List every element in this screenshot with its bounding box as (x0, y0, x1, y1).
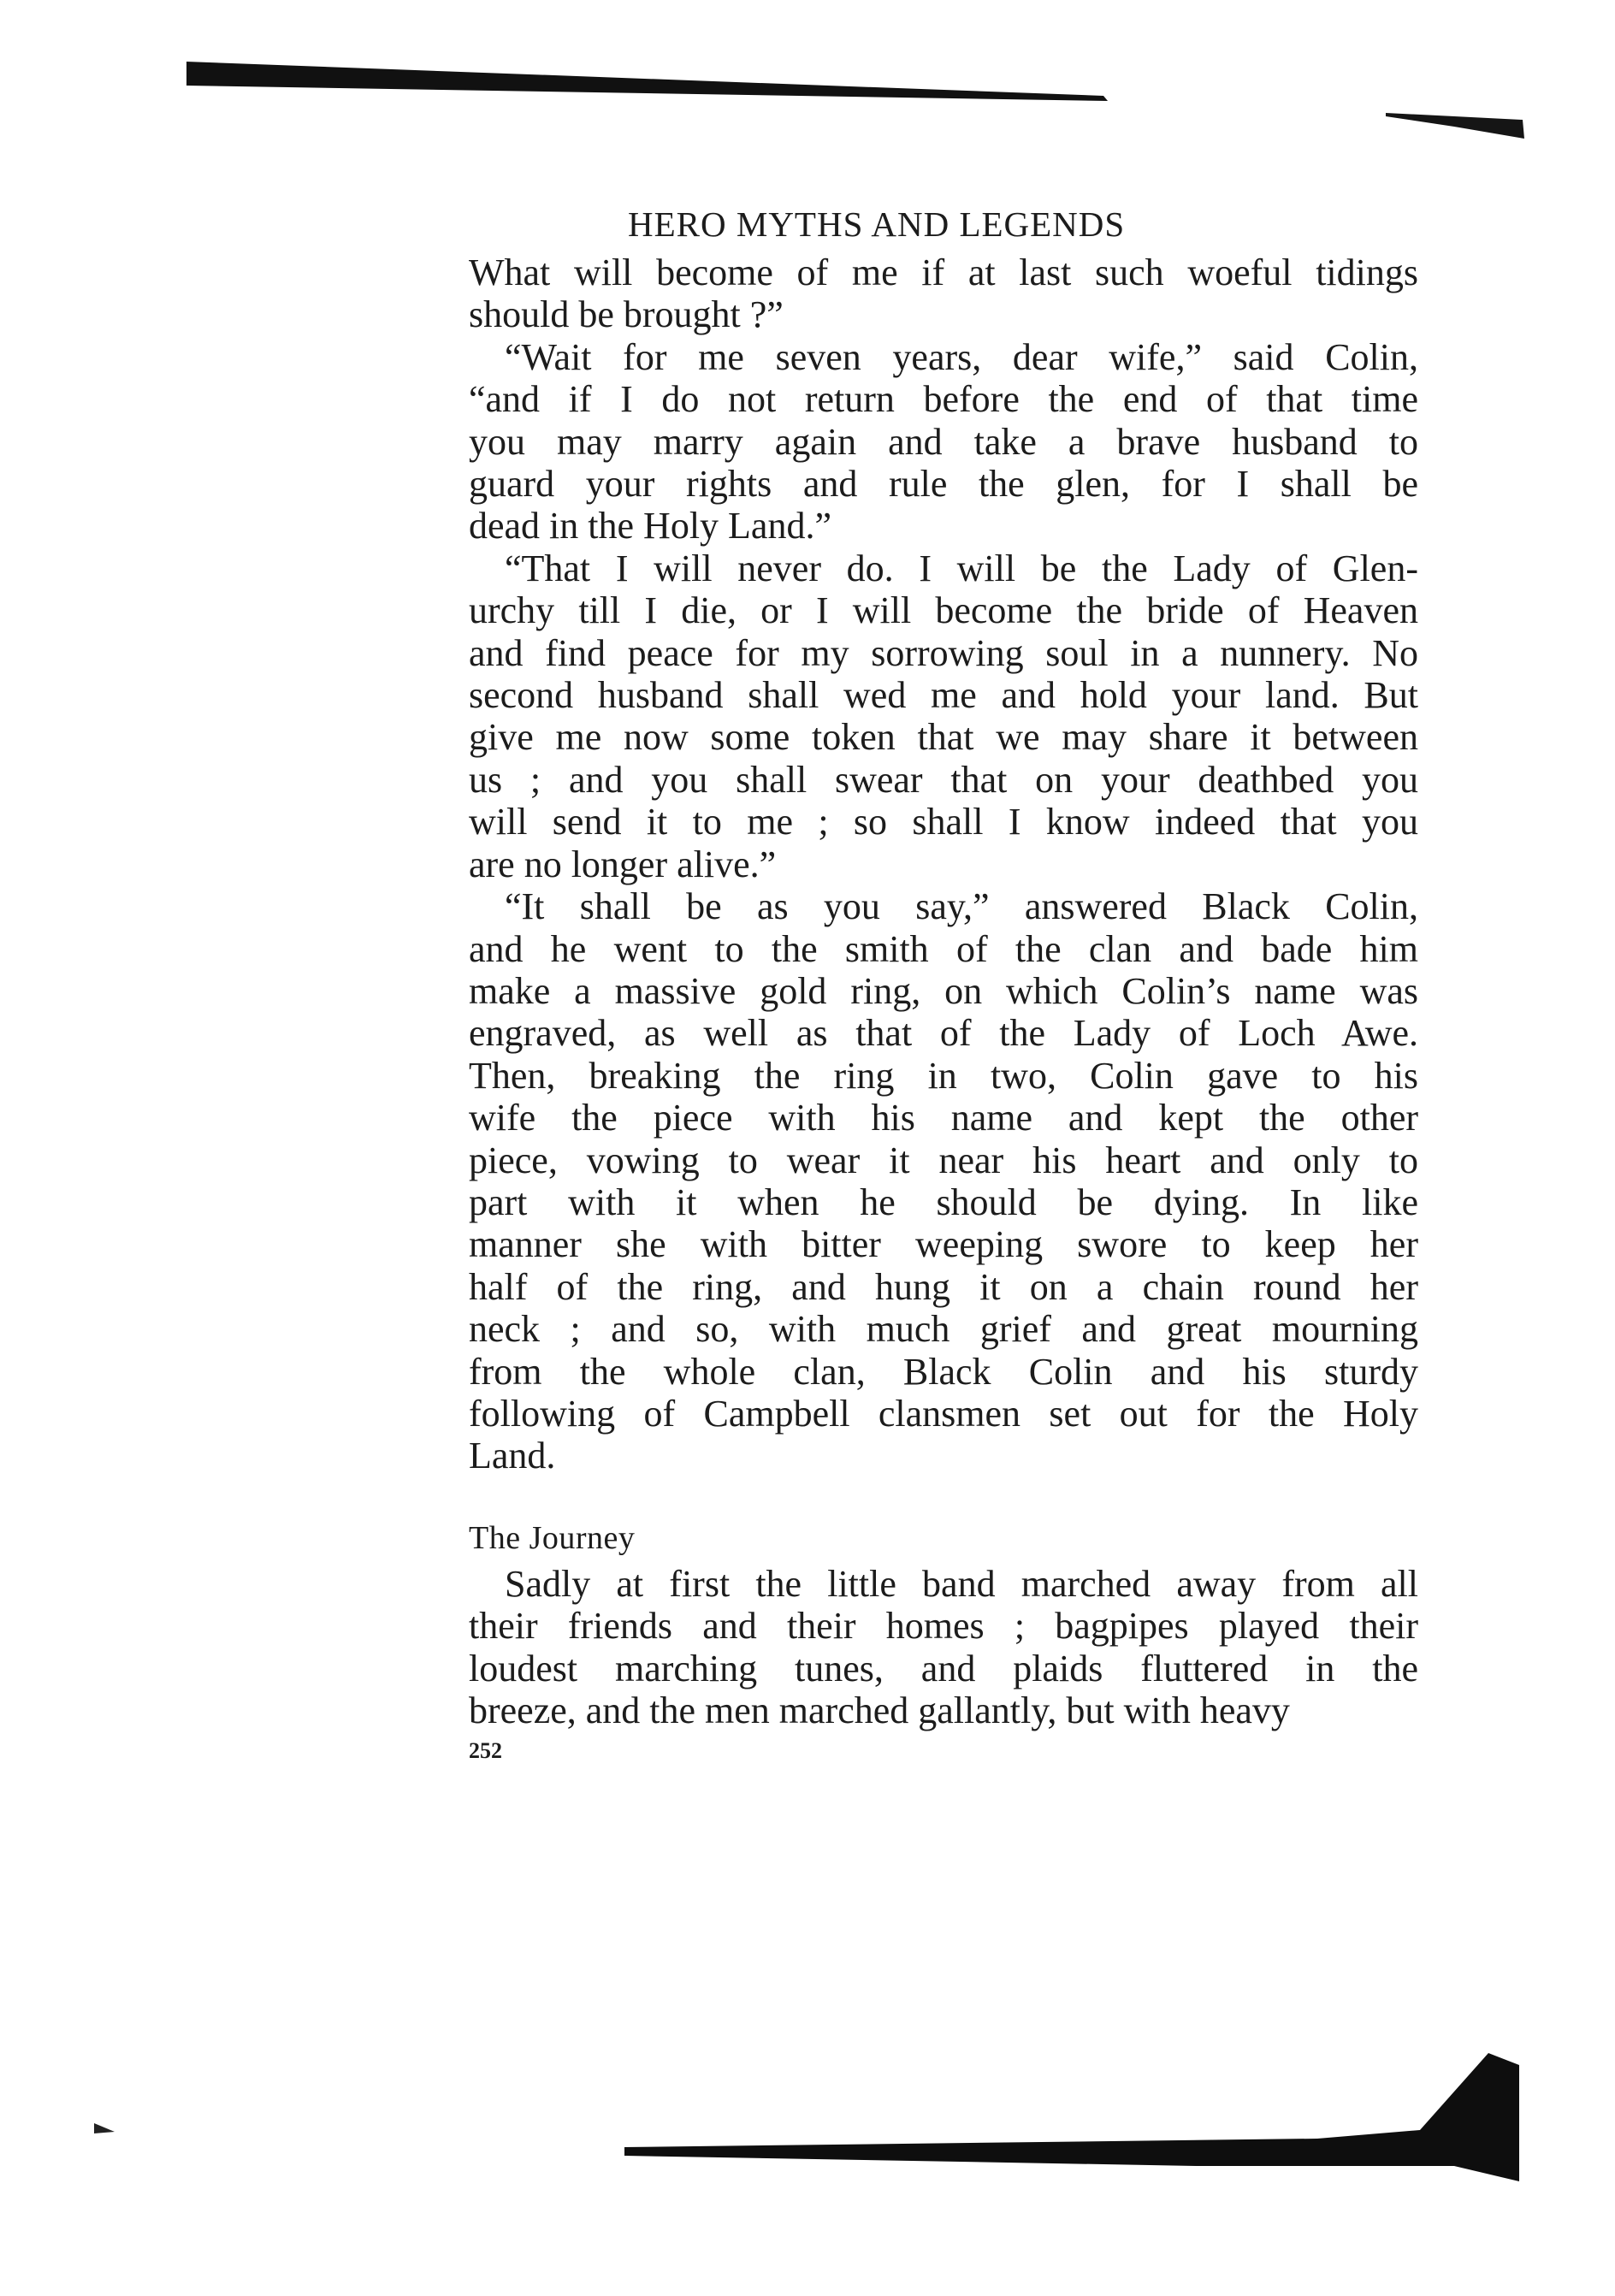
text-line: urchy till I die, or I will become the bride of Heaven (469, 589, 1418, 632)
text-line: and he went to the smith of the clan and bade him (469, 927, 1418, 970)
body-text (469, 251, 1418, 1477)
page-number: 252 (469, 1738, 502, 1764)
text-line: “That I will never do. I will be the Lady of Glen- (505, 547, 1418, 589)
paragraph (469, 885, 1418, 1477)
text-line: and find peace for my sorrowing soul in a nunnery. No (469, 631, 1418, 674)
text-line: dead in the Holy Land.” (469, 505, 831, 547)
scan-left-mark (92, 2120, 118, 2137)
text-line: “and if I do not return before the end of that time (469, 378, 1418, 421)
text-line: neck ; and so, with much grief and great mourning (469, 1308, 1418, 1351)
running-head: HERO MYTHS AND LEGENDS (628, 204, 1126, 244)
paragraph (469, 1563, 1418, 1732)
text-line: will send it to me ; so shall I know indeed that you (469, 801, 1418, 843)
text-line: their friends and their homes ; bagpipes played their (469, 1605, 1418, 1648)
text-line: Then, breaking the ring in two, Colin gave to his (469, 1054, 1418, 1097)
text-line: guard your rights and rule the glen, for I shall be (469, 463, 1418, 506)
paragraph (469, 547, 1418, 885)
text-line: loudest marching tunes, and plaids fluttered in the (469, 1647, 1418, 1689)
text-line: us ; and you shall swear that on your deathbed you (469, 758, 1418, 801)
text-line: piece, vowing to wear it near his heart and only to (469, 1139, 1418, 1181)
text-line: following of Campbell clansmen set out for the Holy (469, 1392, 1418, 1435)
text-line: second husband shall wed me and hold your land. But (469, 674, 1418, 717)
text-line: are no longer alive.” (469, 843, 777, 885)
section-heading: The Journey (469, 1519, 636, 1556)
text-line: half of the ring, and hung it on a chain round her (469, 1265, 1418, 1308)
section-body (469, 1563, 1418, 1732)
text-line: Land. (469, 1435, 556, 1477)
text-line: What will become of me if at last such woeful tidings (469, 251, 1418, 293)
text-line: “It shall be as you say,” answered Black Colin, (505, 885, 1418, 928)
text-line: “Wait for me seven years, dear wife,” said Colin, (505, 335, 1418, 378)
paragraph (469, 336, 1418, 547)
text-line: manner she with bitter weeping swore to keep her (469, 1223, 1418, 1266)
text-line: wife the piece with his name and kept the other (469, 1097, 1418, 1139)
text-line: make a massive gold ring, on which Colin’s name was (469, 969, 1418, 1012)
book-page (469, 202, 1418, 1766)
text-line: you may marry again and take a brave husband to (469, 420, 1418, 463)
text-line: from the whole clan, Black Colin and his sturdy (469, 1350, 1418, 1393)
scan-bottom-edge-bar (0, 2002, 1615, 2296)
text-line: Sadly at first the little band marched away from all (505, 1562, 1418, 1605)
text-line: engraved, as well as that of the Lady of Loch Awe. (469, 1012, 1418, 1055)
scan-top-edge-bar (0, 0, 1615, 171)
text-line: part with it when he should be dying. In like (469, 1181, 1418, 1223)
paragraph (469, 251, 1418, 336)
text-line: breeze, and the men marched gallantly, but with heavy (469, 1689, 1290, 1731)
text-line: should be brought ?” (469, 293, 784, 336)
text-line: give me now some token that we may share it between (469, 716, 1418, 759)
